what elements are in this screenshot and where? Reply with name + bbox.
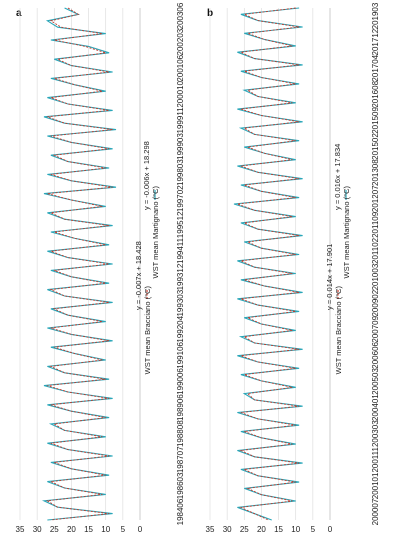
x-tick-label: 198707 (176, 446, 185, 474)
panel-label: a (16, 8, 22, 19)
y-tick-label: 10 (101, 525, 111, 534)
x-tick-label: 201608 (371, 80, 380, 108)
x-tick-label: 200303 (371, 420, 380, 448)
x-tick-label: 200106 (176, 54, 185, 82)
series-line-martignano (44, 8, 116, 520)
x-tick-label: 201109 (371, 211, 380, 238)
y-tick-label: 15 (84, 525, 94, 534)
legend-label: WST mean Martignano (°C) (151, 186, 160, 279)
y-tick-label: 0 (137, 525, 143, 534)
y-tick-label: 25 (49, 525, 59, 534)
x-tick-label: 198906 (176, 394, 185, 421)
y-tick-label: 35 (15, 525, 25, 534)
x-tick-label: 199006 (176, 368, 185, 395)
x-tick-label: 200401 (371, 394, 380, 421)
x-tick-label: 199512 (176, 211, 185, 239)
panel-label: b (207, 8, 214, 19)
x-tick-label: 200306 (176, 2, 185, 30)
x-tick-label: 198406 (176, 498, 185, 526)
y-tick-label: 5 (120, 525, 126, 534)
y-tick-label: 30 (32, 525, 42, 534)
x-tick-label: 200203 (176, 28, 185, 56)
y-tick-label: 20 (66, 525, 76, 534)
legend-equation: y = 0.016x + 17.834 (333, 143, 342, 210)
x-tick-label: 199803 (176, 159, 185, 186)
y-tick-label: 10 (291, 525, 301, 534)
x-tick-label: 200503 (371, 368, 380, 395)
y-tick-label: 0 (327, 525, 333, 534)
y-tick-label: 25 (239, 525, 249, 534)
series-line-bracciano (47, 8, 112, 520)
x-tick-label: 200709 (371, 315, 380, 343)
legend-label: WST mean Martignano (°C) (342, 186, 351, 279)
y-tick-label: 5 (310, 525, 316, 534)
x-tick-label: 200111 (371, 447, 380, 473)
x-tick-label: 199106 (176, 342, 185, 369)
x-tick-label: 199411 (176, 237, 185, 265)
y-tick-label: 30 (222, 525, 232, 534)
x-tick-label: 201903 (371, 2, 380, 30)
legend-label: WST mean Bracciano (°C) (334, 286, 343, 375)
x-tick-label: 199204 (176, 315, 185, 343)
x-tick-label: 199303 (176, 289, 185, 317)
x-tick-label: 201704 (371, 54, 380, 82)
y-tick-label: 15 (274, 525, 284, 534)
x-tick-label: 198808 (176, 420, 185, 448)
x-tick-label: 200101 (371, 472, 380, 500)
x-tick-label: 199911 (176, 107, 185, 134)
legend-label: WST mean Bracciano (°C) (143, 286, 152, 375)
x-tick-label: 199903 (176, 133, 185, 160)
panel-a (16, 2, 185, 534)
x-tick-label: 201502 (371, 133, 380, 160)
x-tick-label: 200902 (371, 289, 380, 317)
x-tick-label: 201712 (371, 28, 380, 56)
x-tick-label: 200007 (371, 498, 380, 526)
x-tick-label: 201102 (371, 237, 380, 265)
legend-equation: y = -0.006x + 18.298 (142, 141, 151, 210)
x-tick-label: 198603 (176, 472, 185, 500)
legend-equation: y = -0.007x + 18.428 (134, 241, 143, 310)
y-tick-label: 20 (256, 525, 266, 534)
x-tick-label: 200606 (371, 342, 380, 369)
x-tick-label: 199312 (176, 263, 185, 291)
legend-equation: y = 0.014x + 17.901 (325, 243, 334, 310)
panel-b (206, 2, 380, 534)
x-tick-label: 200010 (176, 80, 185, 108)
x-tick-label: 201308 (371, 159, 380, 186)
x-tick-label: 201003 (371, 263, 380, 291)
x-tick-label: 199702 (176, 185, 185, 213)
x-tick-label: 201207 (371, 185, 380, 213)
y-tick-label: 35 (205, 525, 215, 534)
x-tick-label: 201509 (371, 107, 380, 134)
